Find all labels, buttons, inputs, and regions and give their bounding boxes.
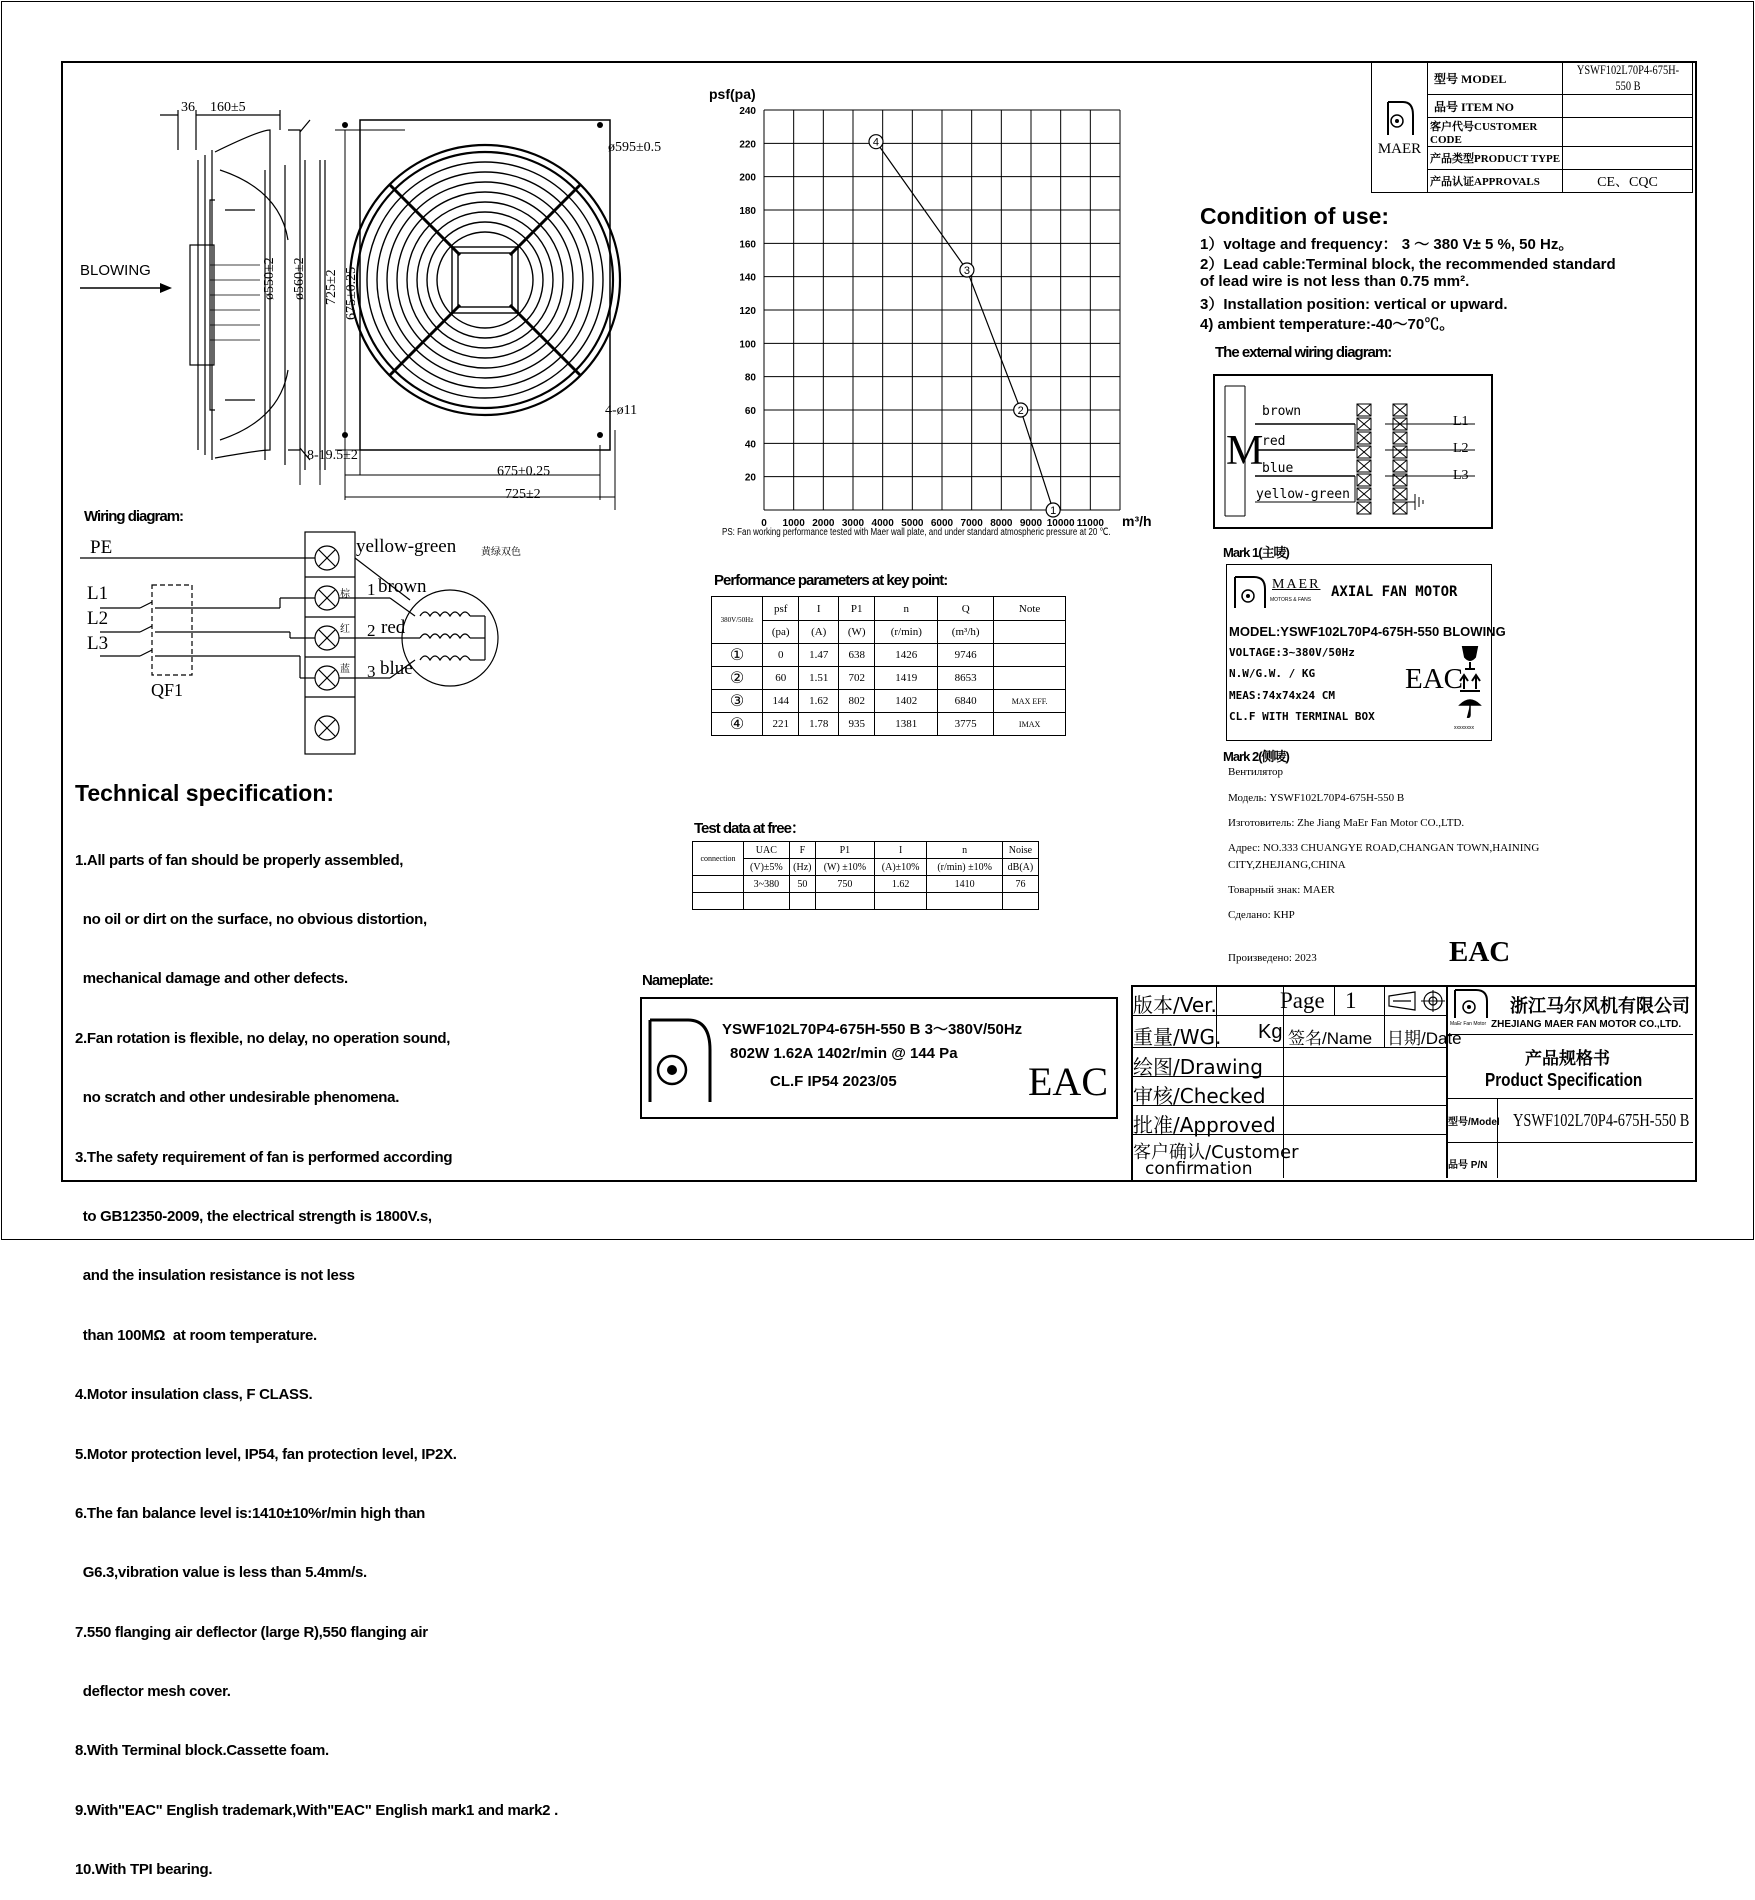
perf-h-n: n: [875, 597, 938, 621]
perf-q: 6840: [938, 690, 994, 713]
chart-point-label: 2: [1017, 405, 1024, 417]
perf-h-p1: P1: [838, 597, 874, 621]
mark1-symbol-text: xxxxxxxx: [1454, 725, 1474, 731]
tb-model-value: YSWF102L70P4-675H-550 B: [1513, 1110, 1690, 1130]
dim-675-vertical: 675±0.25: [344, 266, 359, 320]
mark1-model: MODEL:YSWF102L70P4-675H-550 BLOWING: [1229, 624, 1506, 639]
tb-spec-cn: 产品规格书: [1525, 1049, 1610, 1068]
mark1-logo: MAER: [1272, 577, 1321, 592]
chart-x-tick-label: 2000: [812, 518, 835, 529]
chart-x-tick-label: 4000: [871, 518, 894, 529]
perf-i: 1.62: [799, 690, 838, 713]
table-row: [712, 644, 1066, 667]
tb-date: 日期/Date: [1387, 1029, 1462, 1048]
perf-note: IMAX: [994, 713, 1066, 736]
table-row: [712, 667, 1066, 690]
tech-line: 8.With Terminal block.Cassette foam.: [75, 1742, 329, 1760]
td-v-uac: 3~380: [744, 876, 790, 893]
perf-u-psf: (pa): [763, 621, 799, 644]
perf-i: 1.51: [799, 667, 838, 690]
tech-line: 1.All parts of fan should be properly assembled,: [75, 851, 404, 869]
mark1-logo-sub: MOTORS & FANS: [1270, 597, 1312, 603]
info-table: [1371, 61, 1693, 193]
mark1-heading: AXIAL FAN MOTOR: [1331, 584, 1458, 600]
perf-u-i: (A): [799, 621, 838, 644]
maer-logo-icon: [1232, 574, 1268, 610]
nameplate-line1: YSWF102L70P4-675H-550 B 3～380V/50Hz: [722, 1021, 1023, 1038]
chart-y-tick-label: 40: [744, 439, 756, 451]
chart-note: PS: Fan working performance tested with Maer wall plate, and under standard atmospheric pressure at 20 ℃.: [722, 527, 1111, 538]
td-h-i2: (A)±10%: [874, 859, 927, 876]
info-item-label: 品号 ITEM NO: [1428, 95, 1563, 118]
mark2-l7: Сделано: КНР: [1228, 909, 1295, 921]
tech-line: 10.With TPI bearing.: [75, 1861, 213, 1879]
chart-point-label: 1: [1050, 505, 1057, 517]
mark1-clf: CL.F WITH TERMINAL BOX: [1229, 710, 1375, 723]
conditions-line4: 3）Installation position: vertical or upward.: [1200, 296, 1508, 313]
perf-psf: 60: [763, 667, 799, 690]
perf-pt: ①: [712, 644, 763, 667]
wiring-red-cn: 红: [340, 624, 350, 635]
perf-psf: 0: [763, 644, 799, 667]
chart-x-tick-label: 6000: [930, 518, 954, 529]
perf-pt: ④: [712, 713, 763, 736]
external-l1: L1: [1453, 414, 1469, 429]
tech-line: 6.The fan balance level is:1410±10%r/min high than: [75, 1504, 426, 1522]
mark2-l3: Изготовитель: Zhe Jiang MaEr Fan Motor CO.,LTD.: [1228, 817, 1465, 829]
wiring-yellow-green: yellow-green: [356, 536, 457, 557]
chart-y-tick-label: 180: [739, 206, 756, 217]
wiring-brown: brown: [378, 576, 427, 597]
chart-x-tick-label: 11000: [1076, 518, 1104, 529]
tb-sign: 签名/Name: [1288, 1029, 1373, 1048]
handling-symbols-icon: [1455, 645, 1485, 725]
tb-kg: Kg: [1258, 1021, 1283, 1043]
wiring-qf1: QF1: [151, 680, 184, 700]
perf-h-i: I: [799, 597, 838, 621]
dim-36: 36: [181, 100, 195, 115]
td-v-p1: 750: [815, 876, 874, 893]
dim-725-horizontal: 725±2: [505, 487, 541, 502]
dim-675-horizontal: 675±0.25: [497, 464, 551, 479]
td-h-f: F: [789, 842, 815, 859]
perf-h-psf: psf: [763, 597, 799, 621]
maer-logo-icon: [1452, 988, 1490, 1020]
chart-y-tick-label: 160: [739, 239, 756, 251]
tech-line: no oil or dirt on the surface, no obvious distortion,: [75, 910, 427, 928]
info-customer-label: 客户代号CUSTOMER CODE: [1428, 118, 1563, 147]
table-row: [712, 713, 1066, 736]
external-l3: L3: [1453, 468, 1469, 483]
chart-series-line: [876, 142, 1053, 510]
table-row: [693, 876, 1039, 893]
dim-725-vertical: 725±2: [324, 269, 339, 305]
perf-note: [994, 667, 1066, 690]
perf-p1: 702: [838, 667, 874, 690]
wiring-l2: L2: [87, 608, 109, 629]
perf-h-q: Q: [938, 597, 994, 621]
mark2-l4: Адрес: NO.333 CHUANGYE ROAD,CHANGAN TOWN,HAINING: [1228, 842, 1540, 854]
tech-line: 4.Motor insulation class, F CLASS.: [75, 1386, 313, 1404]
external-blue: blue: [1262, 461, 1294, 476]
chart-y-tick-label: 200: [739, 172, 756, 184]
perf-pt: ②: [712, 667, 763, 690]
td-h-f2: (Hz): [789, 859, 815, 876]
chart-xlabel: m³/h: [1122, 513, 1152, 529]
dim-560: ø560±2: [292, 257, 307, 300]
td-v-noise: 76: [1002, 876, 1038, 893]
tb-page-no: 1: [1345, 988, 1357, 1013]
tb-checked: 审核/Checked: [1133, 1084, 1266, 1108]
dim-flange: 8-19.5±2: [307, 448, 358, 463]
tech-line: mechanical damage and other defects.: [75, 970, 348, 988]
td-h-n2: (r/min) ±10%: [927, 859, 1003, 876]
chart-y-tick-label: 80: [744, 372, 756, 384]
tech-line: no scratch and other undesirable phenomena.: [75, 1089, 400, 1107]
info-approvals-label: 产品认证APPROVALS: [1428, 170, 1563, 193]
perf-u-p1: (W): [838, 621, 874, 644]
info-model-label: 型号 MODEL: [1428, 62, 1563, 95]
perf-corner: 380V/50Hz: [712, 597, 763, 644]
wiring-title: Wiring diagram:: [84, 508, 184, 525]
perf-n: 1402: [875, 690, 938, 713]
nameplate-line3: CL.F IP54 2023/05: [770, 1073, 897, 1090]
testdata-table: [692, 841, 1039, 910]
performance-chart: [700, 100, 1152, 540]
mark2-l6: Товарный знак: MAER: [1228, 884, 1335, 896]
tb-company-en: ZHEJIANG MAER FAN MOTOR CO.,LTD.: [1491, 1019, 1682, 1030]
tb-pn-label: 品号 P/N: [1448, 1160, 1488, 1171]
nameplate-eac: EAC: [1028, 1059, 1108, 1104]
mark2-title: Mark 2(侧唛): [1223, 749, 1289, 764]
mark1-weight: N.W/G.W. / KG: [1229, 667, 1316, 680]
tb-spec-en: Product Specification: [1485, 1070, 1643, 1090]
perf-psf: 144: [763, 690, 799, 713]
td-v-i: 1.62: [874, 876, 927, 893]
dim-550: ø550±2: [262, 257, 277, 300]
tech-line: 9.With"EAC" English trademark,With"EAC" English mark1 and mark2 .: [75, 1801, 558, 1819]
tb-wg: 重量/WG.: [1133, 1025, 1222, 1049]
dim-160: 160±5: [210, 100, 246, 115]
external-l2: L2: [1453, 441, 1469, 456]
tech-line: 5.Motor protection level, IP54, fan protection level, IP2X.: [75, 1445, 457, 1463]
tech-line: to GB12350-2009, the electrical strength is 1800V.s,: [75, 1207, 432, 1225]
wiring-brown-cn: 棕: [340, 589, 350, 600]
td-h-noise: Noise: [1002, 842, 1038, 859]
wiring-l3: L3: [87, 633, 109, 654]
testdata-title: Test data at free：: [694, 820, 805, 837]
chart-x-tick-label: 1000: [782, 518, 805, 529]
td-v-f: 50: [789, 876, 815, 893]
perf-n: 1426: [875, 644, 938, 667]
mark1-eac: EAC: [1405, 663, 1463, 695]
conditions-title: Condition of use:: [1200, 203, 1390, 229]
mark2-l8: Произведено: 2023: [1228, 952, 1317, 964]
td-h-p1: P1: [815, 842, 874, 859]
perf-q: 8653: [938, 667, 994, 690]
perf-n: 1381: [875, 713, 938, 736]
tb-drawing: 绘图/Drawing: [1133, 1055, 1263, 1079]
tech-line: 2.Fan rotation is flexible, no delay, no operation sound,: [75, 1029, 451, 1047]
mark2-l1: Вентилятор: [1228, 766, 1284, 778]
performance-title: Performance parameters at key point:: [714, 572, 948, 589]
perf-q: 3775: [938, 713, 994, 736]
perf-n: 1419: [875, 667, 938, 690]
tech-line: deflector mesh cover.: [75, 1683, 231, 1701]
td-h-p12: (W) ±10%: [815, 859, 874, 876]
info-approvals-value: CE、CQC: [1563, 170, 1693, 193]
wiring-diagram: [80, 530, 580, 760]
dim-595: ø595±0.5: [608, 140, 662, 155]
external-red: red: [1262, 434, 1286, 449]
chart-x-tick-label: 5000: [901, 518, 924, 529]
chart-point-label: 3: [963, 265, 970, 277]
mark1-meas: MEAS:74x74x24 CM: [1229, 689, 1335, 702]
blowing-label: BLOWING: [80, 262, 151, 279]
mark2-l5: CITY,ZHEJIANG,CHINA: [1228, 859, 1346, 871]
td-h-uac2: (V)±5%: [744, 859, 790, 876]
external-brown: brown: [1262, 404, 1302, 419]
wiring-n3: 3: [367, 662, 376, 681]
chart-y-tick-label: 20: [744, 472, 756, 484]
tb-ver: 版本/Ver.: [1133, 993, 1217, 1017]
wiring-l1: L1: [87, 583, 109, 604]
chart-y-tick-label: 100: [739, 339, 756, 351]
tech-line: 7.550 flanging air deflector (large R),550 flanging air: [75, 1623, 428, 1641]
external-m: M: [1226, 428, 1264, 474]
dim-holes: 4-ø11: [605, 403, 638, 418]
tech-line: than 100MΩ at room temperature.: [75, 1326, 317, 1344]
wiring-blue: blue: [380, 658, 413, 679]
chart-y-tick-label: 60: [744, 406, 756, 417]
perf-u-q: (m³/h): [938, 621, 994, 644]
wiring-blue-cn: 蓝: [340, 664, 350, 675]
tech-title: Technical specification:: [75, 780, 335, 806]
td-h-i: I: [874, 842, 927, 859]
info-model-value: YSWF102L70P4-675H-550 B: [1576, 62, 1679, 93]
perf-note: [994, 644, 1066, 667]
perf-pt: ③: [712, 690, 763, 713]
chart-x-tick-label: 9000: [1019, 518, 1043, 529]
chart-x-tick-label: 3000: [841, 518, 865, 529]
tb-company-pre: MaEr Fan Motor: [1450, 1021, 1487, 1027]
maer-logo-icon: [648, 1010, 712, 1106]
tech-line: 3.The safety requirement of fan is performed according: [75, 1148, 453, 1166]
chart-y-tick-label: 240: [739, 106, 756, 117]
chart-y-tick-label: 220: [739, 139, 756, 151]
projection-symbol-icon: [1387, 990, 1445, 1012]
nameplate-line2: 802W 1.62A 1402r/min @ 144 Pa: [730, 1045, 958, 1062]
chart-x-tick-label: 8000: [990, 518, 1013, 529]
chart-x-tick-label: 10000: [1046, 518, 1075, 529]
tb-model-label: 型号/Model: [1448, 1117, 1500, 1128]
conditions-line5: 4) ambient temperature:-40～70℃。: [1200, 316, 1455, 333]
mark1-voltage: VOLTAGE:3~380V/50Hz: [1229, 646, 1355, 659]
conditions-line1: 1）voltage and frequency： 3 ～ 380 V± 5 %, 50 Hz。: [1200, 236, 1574, 253]
td-v-n: 1410: [927, 876, 1003, 893]
tb-company-cn: 浙江马尔风机有限公司: [1510, 996, 1690, 1016]
chart-y-tick-label: 140: [739, 272, 756, 284]
chart-x-tick-label: 7000: [960, 518, 983, 529]
tb-customer2: confirmation: [1145, 1159, 1253, 1179]
fan-drawing: [60, 90, 700, 520]
perf-u-note: [994, 621, 1066, 644]
tb-approved: 批准/Approved: [1133, 1113, 1276, 1137]
td-h-uac: UAC: [744, 842, 790, 859]
td-h-conn: connection: [693, 842, 744, 876]
tech-line: G6.3,vibration value is less than 5.4mm/s.: [75, 1564, 367, 1582]
wiring-yellow-green-cn: 黄绿双色: [481, 547, 521, 558]
perf-p1: 802: [838, 690, 874, 713]
perf-h-note: Note: [994, 597, 1066, 621]
chart-ylabel: psf(pa): [709, 86, 756, 102]
info-type-label: 产品类型PRODUCT TYPE: [1428, 147, 1563, 170]
perf-note: MAX EFF.: [994, 690, 1066, 713]
perf-q: 9746: [938, 644, 994, 667]
chart-y-tick-label: 120: [739, 306, 756, 317]
mark2-eac: EAC: [1449, 936, 1511, 968]
perf-u-n: (r/min): [875, 621, 938, 644]
external-title: The external wiring diagram:: [1215, 344, 1392, 361]
external-yellow-green: yellow-green: [1256, 487, 1350, 502]
perf-psf: 221: [763, 713, 799, 736]
chart-point-label: 4: [872, 136, 880, 149]
nameplate-title: Nameplate:: [642, 972, 713, 989]
performance-table: [711, 596, 1066, 736]
td-h-n: n: [927, 842, 1003, 859]
wiring-red: red: [381, 617, 406, 638]
perf-p1: 935: [838, 713, 874, 736]
conditions-line3: of lead wire is not less than 0.75 mm².: [1200, 273, 1470, 290]
mark1-title: Mark 1(主唛): [1223, 545, 1289, 560]
mark2-l2: Модель: YSWF102L70P4-675H-550 B: [1228, 792, 1405, 804]
wiring-n1: 1: [367, 580, 376, 599]
conditions-line2: 2）Lead cable:Terminal block, the recommended standard: [1200, 256, 1616, 273]
perf-p1: 638: [838, 644, 874, 667]
info-brand: MAER: [1377, 140, 1422, 157]
perf-i: 1.47: [799, 644, 838, 667]
td-h-noise2: dB(A): [1002, 859, 1038, 876]
info-logo-cell: [1372, 62, 1428, 193]
maer-logo-icon: [1385, 97, 1415, 137]
tech-line: and the insulation resistance is not less: [75, 1267, 355, 1285]
table-row: [712, 690, 1066, 713]
perf-i: 1.78: [799, 713, 838, 736]
tb-page: Page: [1280, 988, 1325, 1013]
wiring-n2: 2: [367, 621, 376, 640]
tb-customer: 客户确认/Customer: [1133, 1142, 1299, 1163]
chart-x-tick-label: 0: [761, 518, 767, 529]
tech-spec-list: [75, 811, 558, 1900]
wiring-pe: PE: [90, 537, 113, 558]
